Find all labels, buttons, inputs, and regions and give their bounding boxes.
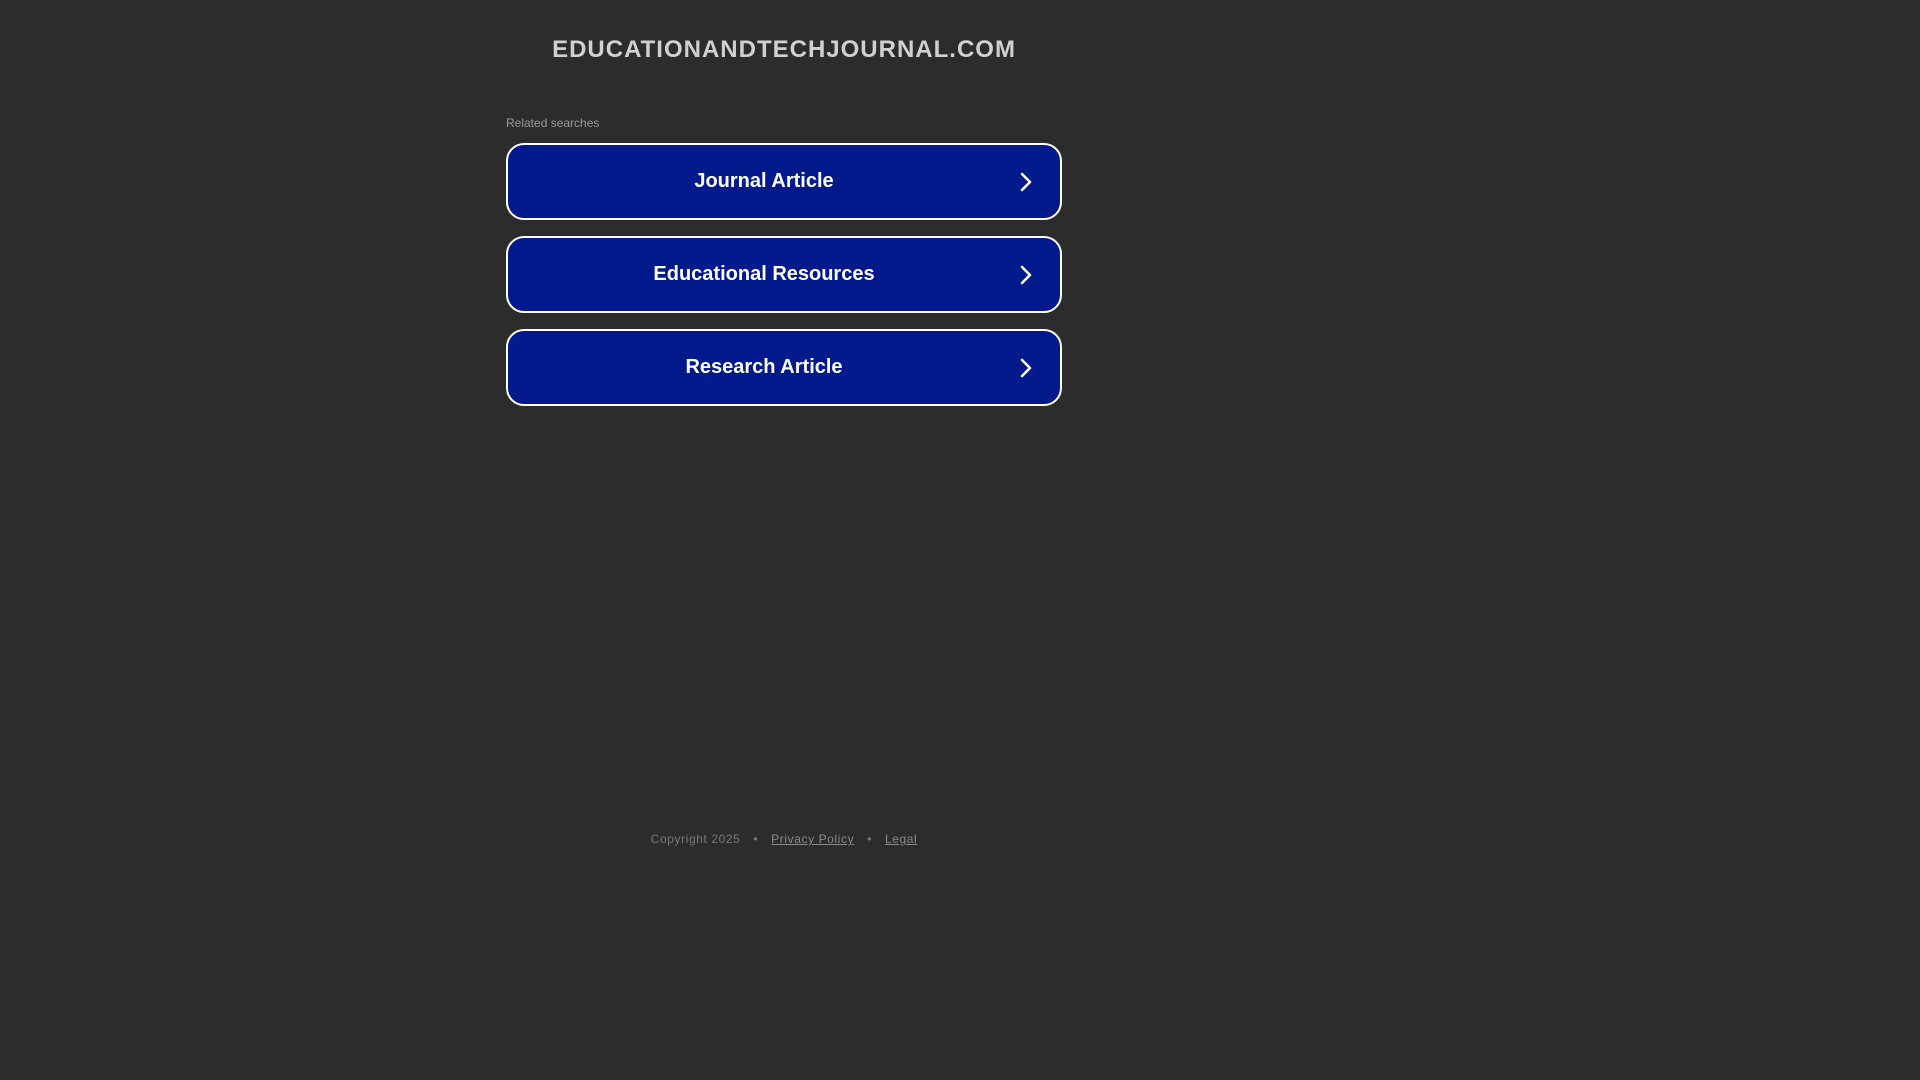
search-link-label: Educational Resources [653,263,875,285]
chevron-right-icon [1016,358,1036,378]
domain-title: EDUCATIONANDTECHJOURNAL.COM [552,36,1016,63]
copyright-text: Copyright 2025 [650,832,741,846]
footer-separator: • [753,832,759,846]
footer [0,832,1568,846]
chevron-right-icon [1016,265,1036,285]
legal-link[interactable]: Legal [884,832,918,846]
search-link-label: Journal Article [694,170,834,192]
chevron-right-icon [1016,172,1036,192]
search-link-educational-resources[interactable] [506,236,1062,313]
related-searches-label: Related searches [506,116,600,130]
related-searches [506,116,1062,422]
footer-separator: • [867,832,872,846]
privacy-policy-link[interactable]: Privacy Policy [771,832,855,846]
search-link-research-article[interactable] [506,329,1062,406]
search-link-label: Research Article [685,356,843,378]
search-link-journal-article[interactable] [506,143,1062,220]
